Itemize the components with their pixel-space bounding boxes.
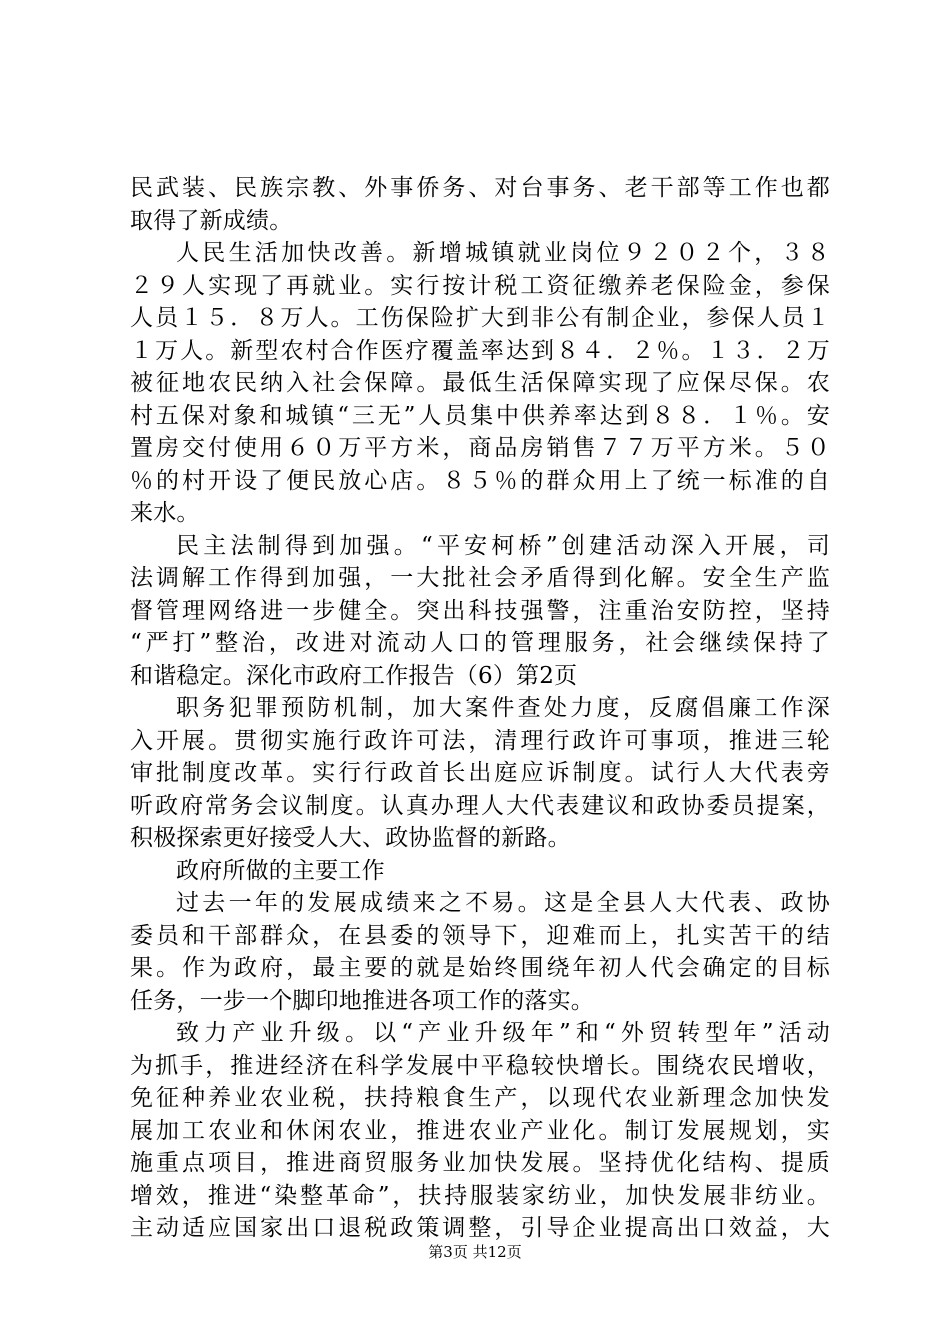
text-line: 积极探索更好接受人大、政协监督的新路。 [130, 825, 571, 851]
text-line: 村五保对象和城镇“三无”人员集中供养率达到８８．１％。安 [130, 402, 830, 429]
text-line: 增效，推进“染整革命”，扶持服装家纺业，加快发展非纺业。 [130, 1182, 830, 1209]
text-line: 置房交付使用６０万平方米，商品房销售７７万平方米。５０ [130, 435, 830, 461]
paragraph-start: 人民生活加快改善。新增城镇就业岗位９２０２个，３８ [176, 240, 830, 266]
text-line: 法调解工作得到加强，一大批社会矛盾得到化解。安全生产监 [130, 565, 830, 591]
paragraph-start: 致力产业升级。以“产业升级年”和“外贸转型年”活动 [176, 1020, 830, 1046]
text-line: 为抓手，推进经济在科学发展中平稳较快增长。围绕农民增收， [130, 1052, 830, 1079]
paragraph-start: 职务犯罪预防机制，加大案件查处力度，反腐倡廉工作深 [176, 695, 830, 721]
text-line: 被征地农民纳入社会保障。最低生活保障实现了应保尽保。农 [130, 370, 830, 396]
text-line: ％的村开设了便民放心店。８５％的群众用上了统一标准的自 [130, 467, 830, 494]
text-line: 来水。 [130, 500, 200, 526]
text-line: 入开展。贯彻实施行政许可法，清理行政许可事项，推进三轮 [130, 727, 830, 754]
section-heading: 政府所做的主要工作 [176, 857, 385, 884]
text-line: 人员１５．８万人。工伤保险扩大到非公有制企业，参保人员１ [130, 305, 830, 331]
text-line: 审批制度改革。实行行政首长出庭应诉制度。试行人大代表旁 [130, 760, 830, 786]
text-line: 果。作为政府，最主要的就是始终围绕年初人代会确定的目标 [130, 955, 830, 981]
text-line: 任务，一步一个脚印地推进各项工作的落实。 [130, 987, 594, 1014]
text-line: “严打”整治，改进对流动人口的管理服务，社会继续保持了 [130, 630, 830, 656]
text-line: 展加工农业和休闲农业，推进农业产业化。制订发展规划，实 [130, 1117, 830, 1144]
text-line: ２９人实现了再就业。实行按计税工资征缴养老保险金，参保 [130, 272, 830, 299]
page-footer [0, 1242, 950, 1262]
text-line: 委员和干部群众，在县委的领导下，迎难而上，扎实苦干的结 [130, 922, 830, 949]
text-line: 听政府常务会议制度。认真办理人大代表建议和政协委员提案， [130, 792, 830, 819]
text-line: 主动适应国家出口退税政策调整，引导企业提高出口效益，大 [130, 1215, 830, 1241]
document-body [130, 172, 830, 1245]
paragraph-start: 过去一年的发展成绩来之不易。这是全县人大代表、政协 [176, 890, 830, 916]
text-line: 和谐稳定。深化市政府工作报告（6）第2页 [130, 662, 578, 689]
text-line: 民武装、民族宗教、外事侨务、对台事务、老干部等工作也都 [130, 175, 830, 201]
text-line: １万人。新型农村合作医疗覆盖率达到８４．２％。１３．２万 [130, 337, 830, 364]
text-line: 取得了新成绩。 [130, 207, 293, 234]
text-line: 免征种养业农业税，扶持粮食生产，以现代农业新理念加快发 [130, 1085, 830, 1111]
text-line: 督管理网络进一步健全。突出科技强警，注重治安防控，坚持 [130, 597, 830, 624]
text-line: 施重点项目，推进商贸服务业加快发展。坚持优化结构、提质 [130, 1150, 830, 1176]
paragraph-start: 民主法制得到加强。“平安柯桥”创建活动深入开展，司 [176, 532, 830, 559]
page-number-label: 第3页 共12页 [428, 1243, 522, 1261]
